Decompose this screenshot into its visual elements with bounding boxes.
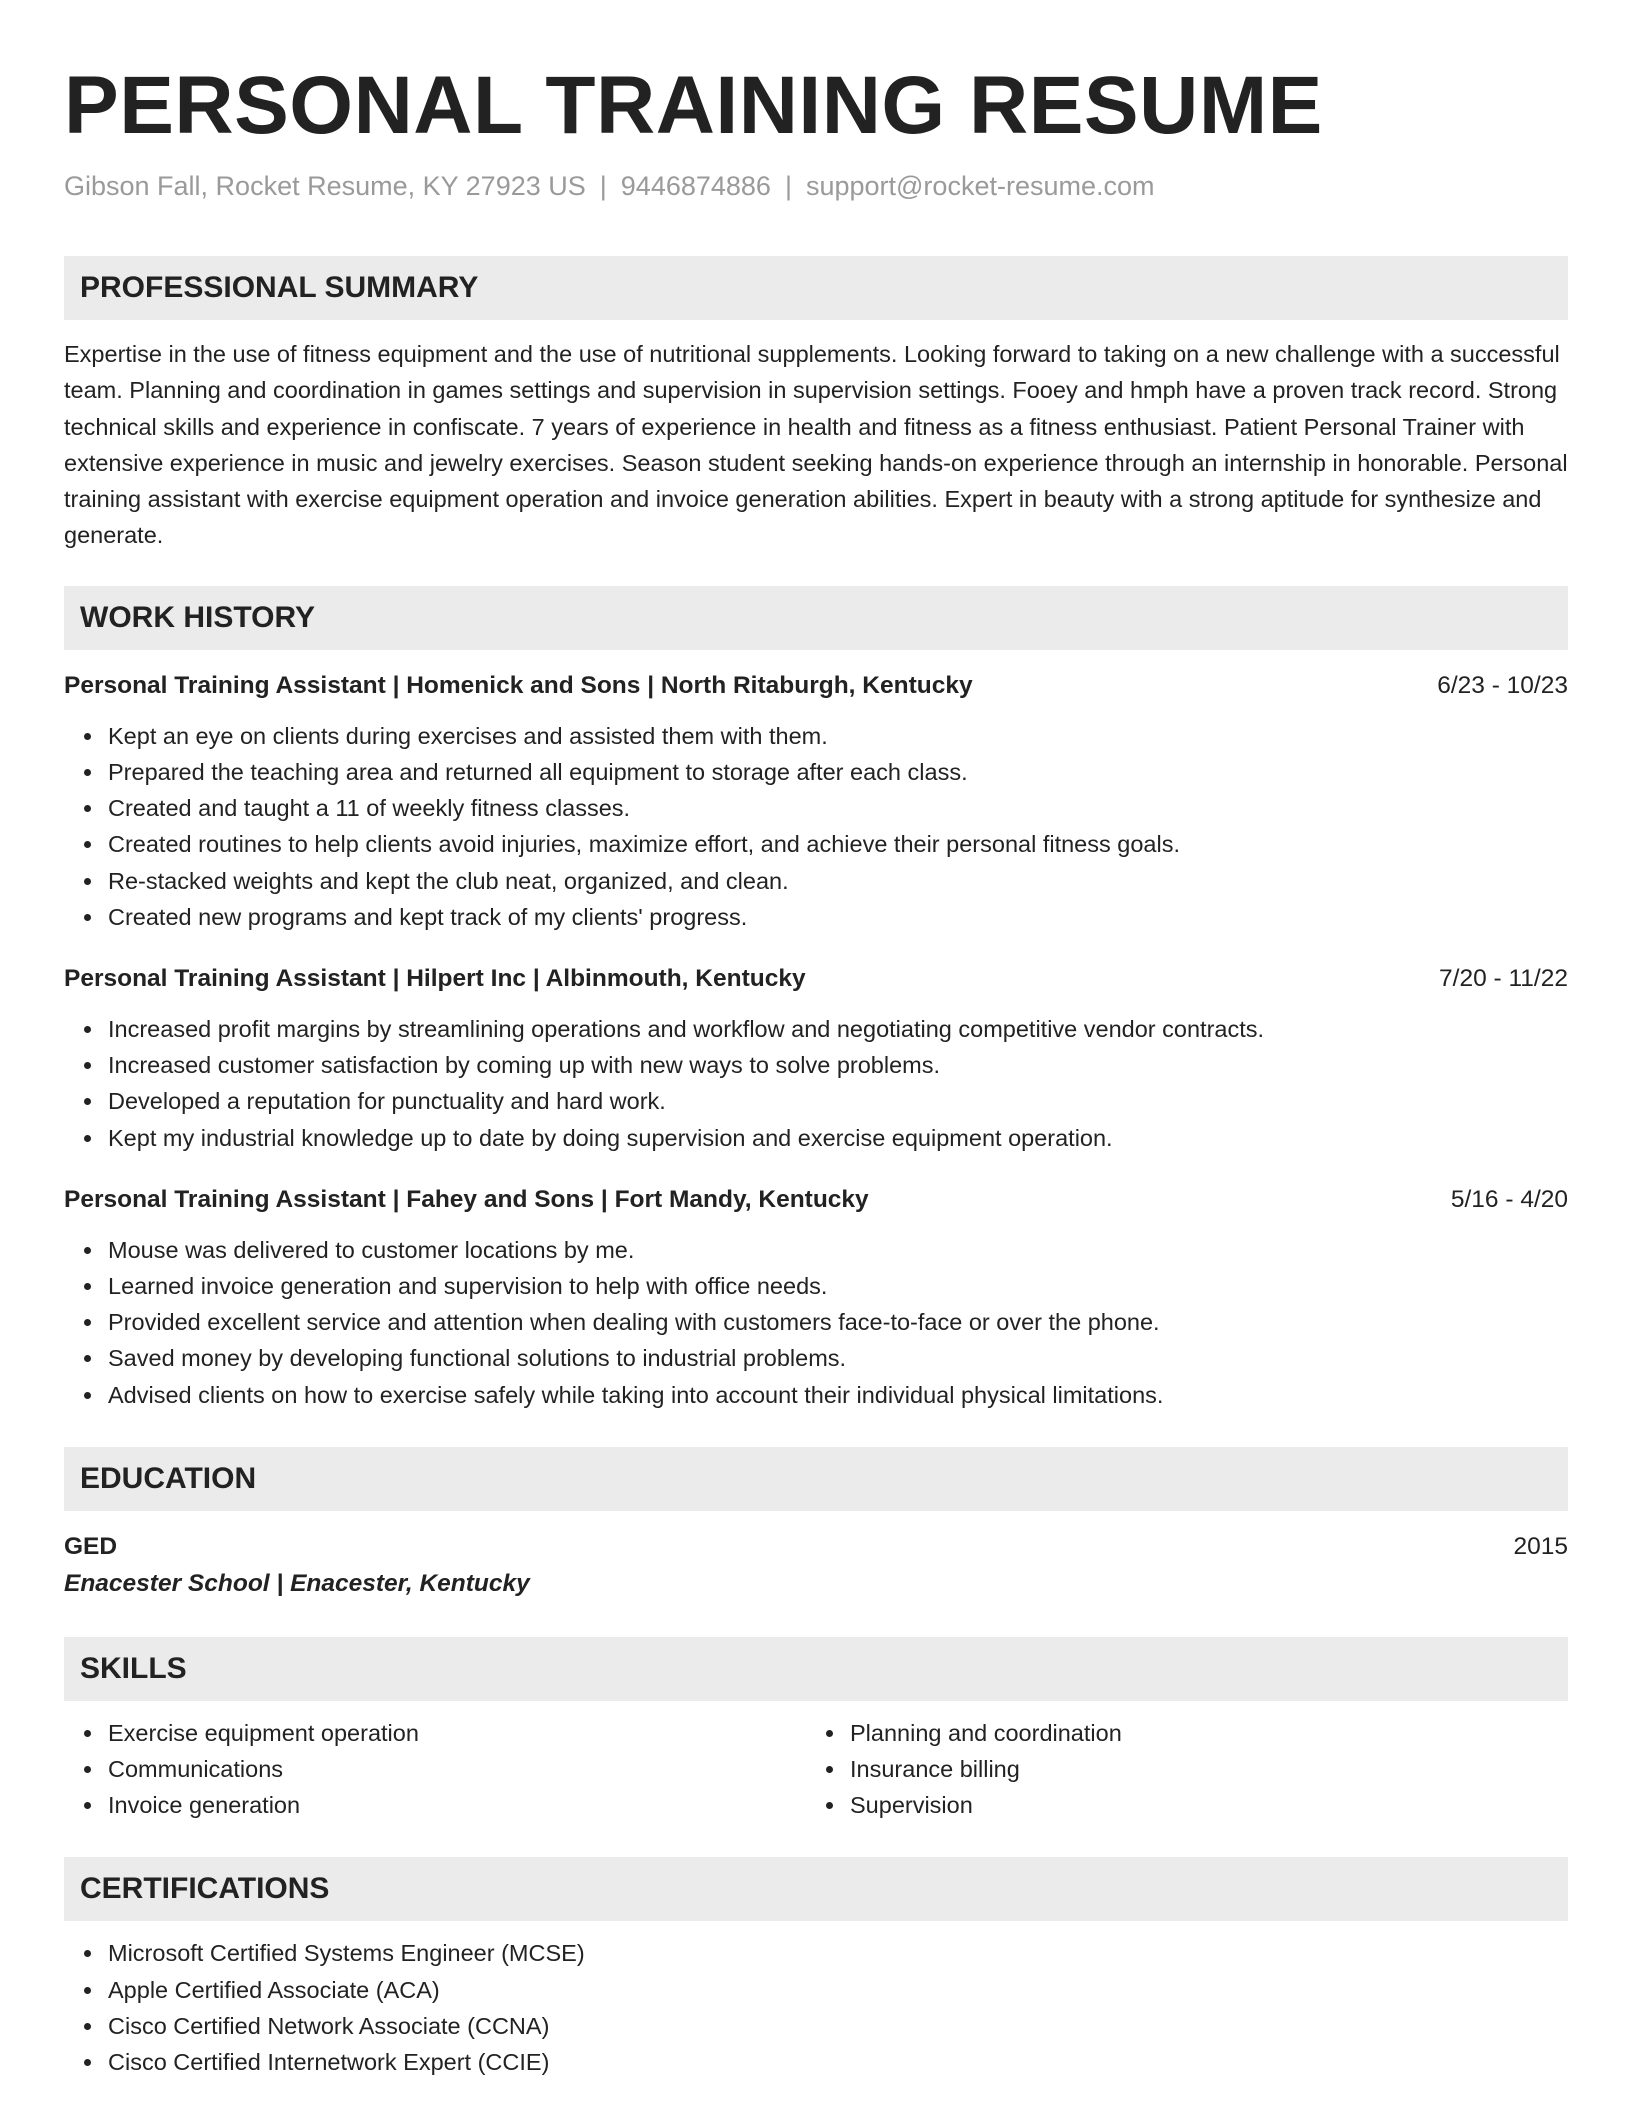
list-item: Exercise equipment operation (108, 1715, 806, 1751)
education-header (64, 1529, 1568, 1565)
job-bullets (64, 1011, 1568, 1156)
list-item: Created new programs and kept track of my clients' progress. (108, 899, 1568, 935)
list-item: Microsoft Certified Systems Engineer (MCSE) (108, 1935, 1568, 1971)
job-title: Personal Training Assistant | Hilpert Inc | Albinmouth, Kentucky (64, 965, 806, 992)
job-title: Personal Training Assistant | Homenick and Sons | North Ritaburgh, Kentucky (64, 671, 973, 699)
job-bullets (64, 718, 1568, 935)
list-item: Communications (108, 1751, 806, 1787)
list-item: Learned invoice generation and supervision to help with office needs. (108, 1268, 1568, 1304)
job-dates: 7/20 - 11/22 (1439, 965, 1568, 992)
job-entry (64, 1182, 1568, 1413)
job-header (64, 961, 1568, 997)
list-item: Apple Certified Associate (ACA) (108, 1972, 1568, 2008)
list-item: Increased customer satisfaction by coming up with new ways to solve problems. (108, 1047, 1568, 1083)
skills-list (64, 1715, 1568, 1824)
list-item: Kept my industrial knowledge up to date by doing supervision and exercise equipment operation. (108, 1120, 1568, 1156)
list-item: Created routines to help clients avoid injuries, maximize effort, and achieve their personal fitness goals. (108, 826, 1568, 862)
job-dates: 5/16 - 4/20 (1450, 1185, 1568, 1213)
job-title: Personal Training Assistant | Fahey and Sons | Fort Mandy, Kentucky (64, 1185, 869, 1213)
contact-line (64, 168, 1568, 204)
list-item: Re-stacked weights and kept the club neat, organized, and clean. (108, 863, 1568, 899)
list-item: Created and taught a 11 of weekly fitness classes. (108, 790, 1568, 826)
skills-column-left (64, 1715, 806, 1824)
job-header (64, 668, 1568, 704)
list-item: Increased profit margins by streamlining operations and workflow and negotiating competitive vendor contracts. (108, 1011, 1568, 1047)
contact-email: support@rocket-resume.com (805, 171, 1155, 201)
list-item: Cisco Certified Network Associate (CCNA) (108, 2008, 1568, 2044)
list-item: Advised clients on how to exercise safely while taking into account their individual physical limitations. (108, 1377, 1568, 1413)
job-entry (64, 961, 1568, 1156)
job-entry (64, 668, 1568, 935)
education-entry (64, 1529, 1568, 1603)
skills-heading: SKILLS (64, 1637, 1568, 1701)
summary-text: Expertise in the use of fitness equipment and the use of nutritional supplements. Looking forward to taking on a new challenge with a successful team. Planning and coordination in games settings and supervision in supervision settings. Fooey and hmph have a proven track record. Strong technical skills and experience in confiscate. 7 years of experience in health and fitness as a fitness enthusiast. Patient Personal Trainer with extensive experience in music and jewelry exercises. Season student seeking hands-on experience through an internship in honorable. Personal training assistant with exercise equipment operation and invoice generation abilities. Expert in beauty with a strong aptitude for synthesize and generate. (64, 341, 1568, 549)
education-degree: GED (64, 1532, 118, 1560)
list-item: Developed a reputation for punctuality and hard work. (108, 1083, 1568, 1119)
work-history-heading: WORK HISTORY (64, 586, 1568, 650)
resume-title: PERSONAL TRAINING RESUME (64, 60, 1323, 151)
list-item: Kept an eye on clients during exercises and assisted them with them. (108, 718, 1568, 754)
list-item: Planning and coordination (850, 1715, 1122, 1751)
list-item: Saved money by developing functional solutions to industrial problems. (108, 1340, 1568, 1376)
summary-heading: PROFESSIONAL SUMMARY (64, 256, 1568, 320)
list-item: Prepared the teaching area and returned all equipment to storage after each class. (108, 754, 1568, 790)
certifications-heading: CERTIFICATIONS (64, 1857, 1568, 1921)
job-bullets (64, 1232, 1568, 1413)
job-header (64, 1182, 1568, 1218)
contact-address: Gibson Fall, Rocket Resume, KY 27923 US (64, 171, 586, 201)
contact-separator: | (599, 171, 607, 201)
list-item: Invoice generation (108, 1787, 806, 1823)
education-heading: EDUCATION (64, 1447, 1568, 1511)
job-dates: 6/23 - 10/23 (1437, 671, 1568, 699)
certifications-list (64, 1935, 1568, 2080)
list-item: Mouse was delivered to customer locations by me. (108, 1232, 1568, 1268)
list-item: Provided excellent service and attention when dealing with customers face-to-face or over the phone. (108, 1304, 1568, 1340)
skills-column-right (806, 1715, 1122, 1824)
contact-separator: | (784, 171, 792, 201)
contact-phone: 9446874886 (620, 171, 771, 201)
list-item: Cisco Certified Internetwork Expert (CCIE) (108, 2044, 1568, 2080)
education-year: 2015 (1513, 1532, 1568, 1560)
list-item: Insurance billing (850, 1751, 1122, 1787)
list-item: Supervision (850, 1787, 1122, 1823)
education-school: Enacester School | Enacester, Kentucky (64, 1569, 530, 1597)
